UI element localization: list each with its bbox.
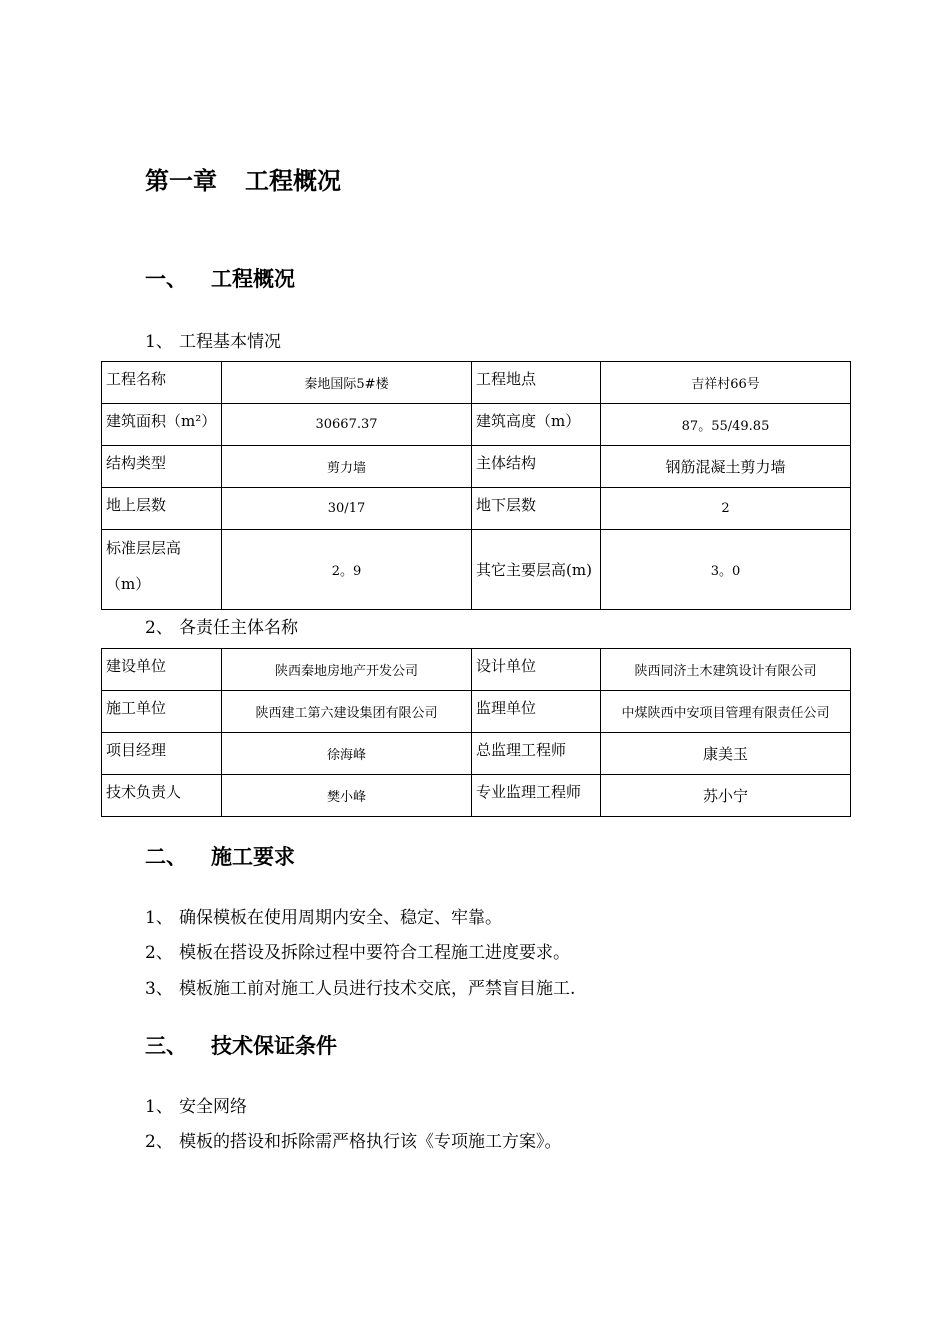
chapter-name: 工程概况 [245, 167, 341, 195]
table-label: 地上层数 [102, 488, 222, 530]
section-title: 技术保证条件 [211, 1034, 337, 1058]
table-label: 结构类型 [102, 446, 222, 488]
section-heading-2 [145, 841, 295, 871]
table-value: 30667.37 [222, 404, 472, 446]
table-value: 徐海峰 [222, 733, 472, 775]
table-label: 监理单位 [472, 691, 601, 733]
table-value: 钢筋混凝土剪力墙 [601, 446, 851, 488]
table-label: 工程名称 [102, 362, 222, 404]
section-number: 三、 [145, 1034, 187, 1058]
list-text: 确保模板在使用周期内安全、稳定、牢靠。 [179, 908, 502, 928]
table-label: 专业监理工程师 [472, 775, 601, 817]
table-value: 2 [601, 488, 851, 530]
subheading-number: 1、 [145, 332, 173, 352]
list-item [145, 938, 570, 963]
section-title: 工程概况 [211, 267, 295, 291]
table-value: 中煤陕西中安项目管理有限责任公司 [601, 691, 851, 733]
table-label: 地下层数 [472, 488, 601, 530]
list-item [145, 974, 575, 999]
table-label: 工程地点 [472, 362, 601, 404]
table-row [102, 691, 851, 733]
section-title: 施工要求 [211, 845, 295, 869]
section-heading-3 [145, 1030, 337, 1060]
table-row [102, 775, 851, 817]
subheading-title: 工程基本情况 [179, 332, 281, 352]
subheading-title: 各责任主体名称 [179, 618, 298, 638]
table-value: 陕西同济土木建筑设计有限公司 [601, 649, 851, 691]
table-value: 秦地国际5#楼 [222, 362, 472, 404]
project-basic-info-table [101, 361, 851, 610]
table-label: 主体结构 [472, 446, 601, 488]
table-value: 樊小峰 [222, 775, 472, 817]
table-value: 吉祥村66号 [601, 362, 851, 404]
list-number: 1、 [145, 908, 173, 928]
table-row [102, 488, 851, 530]
table-value: 30/17 [222, 488, 472, 530]
table-label-line: （m） [106, 575, 151, 593]
table-value: 87。55/49.85 [601, 404, 851, 446]
list-item [145, 1127, 562, 1152]
table-row [102, 530, 851, 610]
subheading-parties [145, 613, 298, 638]
list-text: 模板的搭设和拆除需严格执行该《专项施工方案》。 [179, 1132, 562, 1152]
table-label: 技术负责人 [102, 775, 222, 817]
table-label: 建设单位 [102, 649, 222, 691]
table-row [102, 649, 851, 691]
table-row [102, 362, 851, 404]
list-text: 模板施工前对施工人员进行技术交底，严禁盲目施工. [179, 979, 576, 999]
table-label: 建筑高度（m） [472, 404, 601, 446]
table-label-line: 标准层层高 [106, 539, 182, 557]
table-label: 其它主要层高(m) [472, 530, 601, 610]
table-row [102, 733, 851, 775]
table-value: 苏小宁 [601, 775, 851, 817]
list-text: 模板在搭设及拆除过程中要符合工程施工进度要求。 [179, 943, 570, 963]
section-heading-1 [145, 263, 295, 293]
list-item [145, 903, 502, 928]
chapter-number: 第一章 [145, 167, 217, 195]
table-label: 建筑面积（m²） [102, 404, 222, 446]
list-number: 1、 [145, 1097, 173, 1117]
table-value: 康美玉 [601, 733, 851, 775]
table-label: 设计单位 [472, 649, 601, 691]
table-value: 剪力墙 [222, 446, 472, 488]
list-number: 3、 [145, 979, 173, 999]
table-label [102, 530, 222, 610]
list-number: 2、 [145, 943, 173, 963]
table-value: 2。9 [222, 530, 472, 610]
subheading-basic-info [145, 327, 281, 352]
section-number: 二、 [145, 845, 187, 869]
list-number: 2、 [145, 1132, 173, 1152]
table-label: 项目经理 [102, 733, 222, 775]
table-label: 总监理工程师 [472, 733, 601, 775]
list-item [145, 1092, 247, 1117]
section-number: 一、 [145, 267, 187, 291]
list-text: 安全网络 [179, 1097, 247, 1117]
table-row [102, 404, 851, 446]
chapter-title [145, 161, 341, 196]
responsible-parties-table [101, 648, 851, 817]
table-value: 陕西秦地房地产开发公司 [222, 649, 472, 691]
table-value: 陕西建工第六建设集团有限公司 [222, 691, 472, 733]
table-label: 施工单位 [102, 691, 222, 733]
table-value: 3。0 [601, 530, 851, 610]
table-row [102, 446, 851, 488]
subheading-number: 2、 [145, 618, 173, 638]
